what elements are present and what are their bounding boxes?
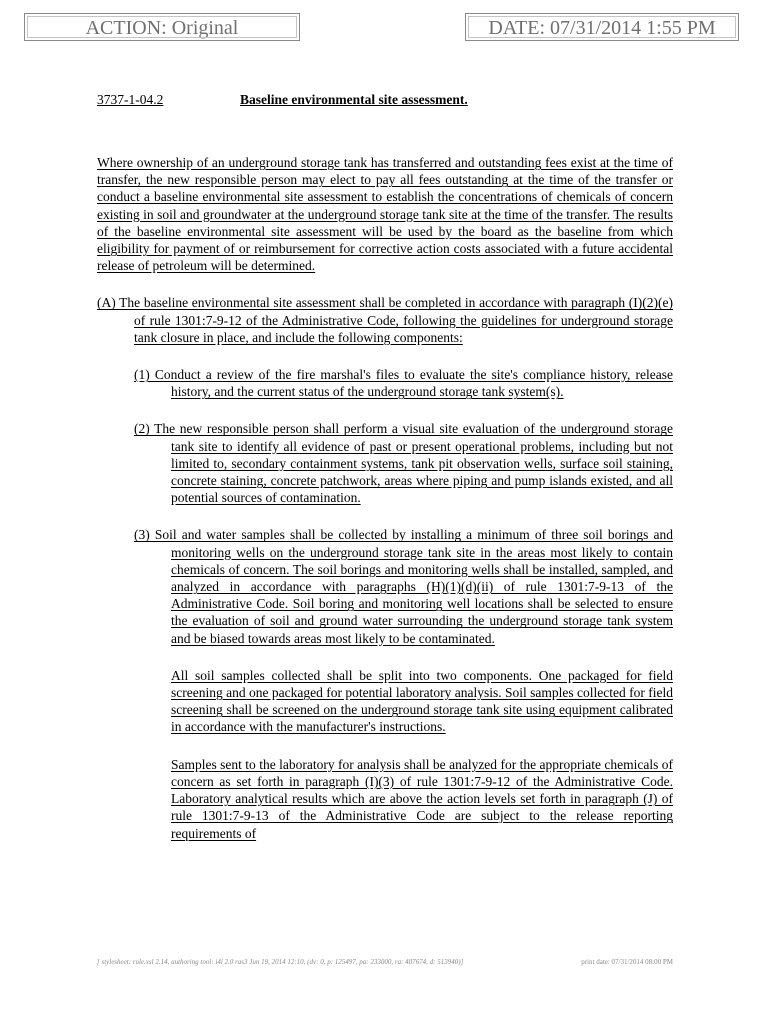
item-2-paragraph: (2) The new responsible person shall perform a visual site evaluation of the underground storage tank site to identify all evidence of past or present operational problems, including but not limited to, secondary containment systems, tank pit observation wells, surface soil staining, concrete staining, concrete patchwork, areas where piping and pump islands existed, and all potential sources of contamination.	[134, 421, 673, 506]
rule-body	[97, 154, 673, 862]
footer-print-date: print date: 07/31/2014 08:00 PM	[581, 958, 673, 966]
sub-paragraph-soil-samples: All soil samples collected shall be split into two components. One packaged for field screening and one packaged for potential laboratory analysis. Soil samples collected for field screening shall be screened on the underground storage tank site using equipment calibrated in accordance with the manufacturer's instructions.	[171, 667, 673, 735]
date-label: DATE: 07/31/2014 1:55 PM	[488, 17, 716, 39]
rule-title	[240, 91, 468, 109]
rule-title-period: .	[464, 92, 468, 107]
action-header-box	[24, 13, 300, 41]
intro-paragraph: Where ownership of an underground storage tank has transferred and outstanding fees exist at the time of transfer, the new responsible person may elect to pay all fees outstanding at the time of the transfer or conduct a baseline environmental site assessment to establish the concentrations of chemicals of concern existing in soil and groundwater at the underground storage tank site at the time of the transfer. The results of the baseline environmental site assessment will be used by the board as the baseline from which eligibility for payment of or reimbursement for corrective action costs associated with a future accidental release of petroleum will be determined.	[97, 155, 673, 274]
sub-paragraph-laboratory: Samples sent to the laboratory for analysis shall be analyzed for the appropriate chemicals of concern as set forth in paragraph (I)(3) of rule 1301:7-9-12 of the Administrative Code. Laboratory analytical results which are above the action levels set forth in paragraph (J) of rule 1301:7-9-13 of the Administrative Code are subject to the release reporting requirements of	[171, 756, 673, 841]
item-3-paragraph: (3) Soil and water samples shall be collected by installing a minimum of three soil borings and monitoring wells on the underground storage tank site in the areas most likely to contain chemicals of concern. The soil borings and monitoring wells shall be installed, sampled, and analyzed in accordance with paragraphs (H)(1)(d)(ii) of rule 1301:7-9-13 of the Administrative Code. Soil boring and monitoring well locations shall be selected to ensure the evaluation of soil and ground water surrounding the underground storage tank system and be biased towards areas most likely to be contaminated.	[134, 527, 673, 646]
paragraph-a: (A) The baseline environmental site assessment shall be completed in accordance with paragraph (I)(2)(e) of rule 1301:7-9-12 of the Administrative Code, following the guidelines for underground storage tank closure in place, and include the following components:	[97, 295, 673, 345]
action-label: ACTION: Original	[85, 17, 239, 39]
footer-metadata: [ stylesheet: rule.xsl 2.14, authoring tool: i4i 2.0 ras3 Jun 19, 2014 12:10, (dv: 0, p: 125497, pa: 233000, ra: 407674, d: 513940)]	[97, 958, 464, 966]
rule-title-text: Baseline environmental site assessment	[240, 92, 465, 107]
date-header-box	[465, 13, 739, 41]
rule-number: 3737-1-04.2	[97, 92, 164, 107]
item-1-paragraph: (1) Conduct a review of the fire marshal's files to evaluate the site's compliance history, release history, and the current status of the underground storage tank system(s).	[134, 367, 673, 400]
